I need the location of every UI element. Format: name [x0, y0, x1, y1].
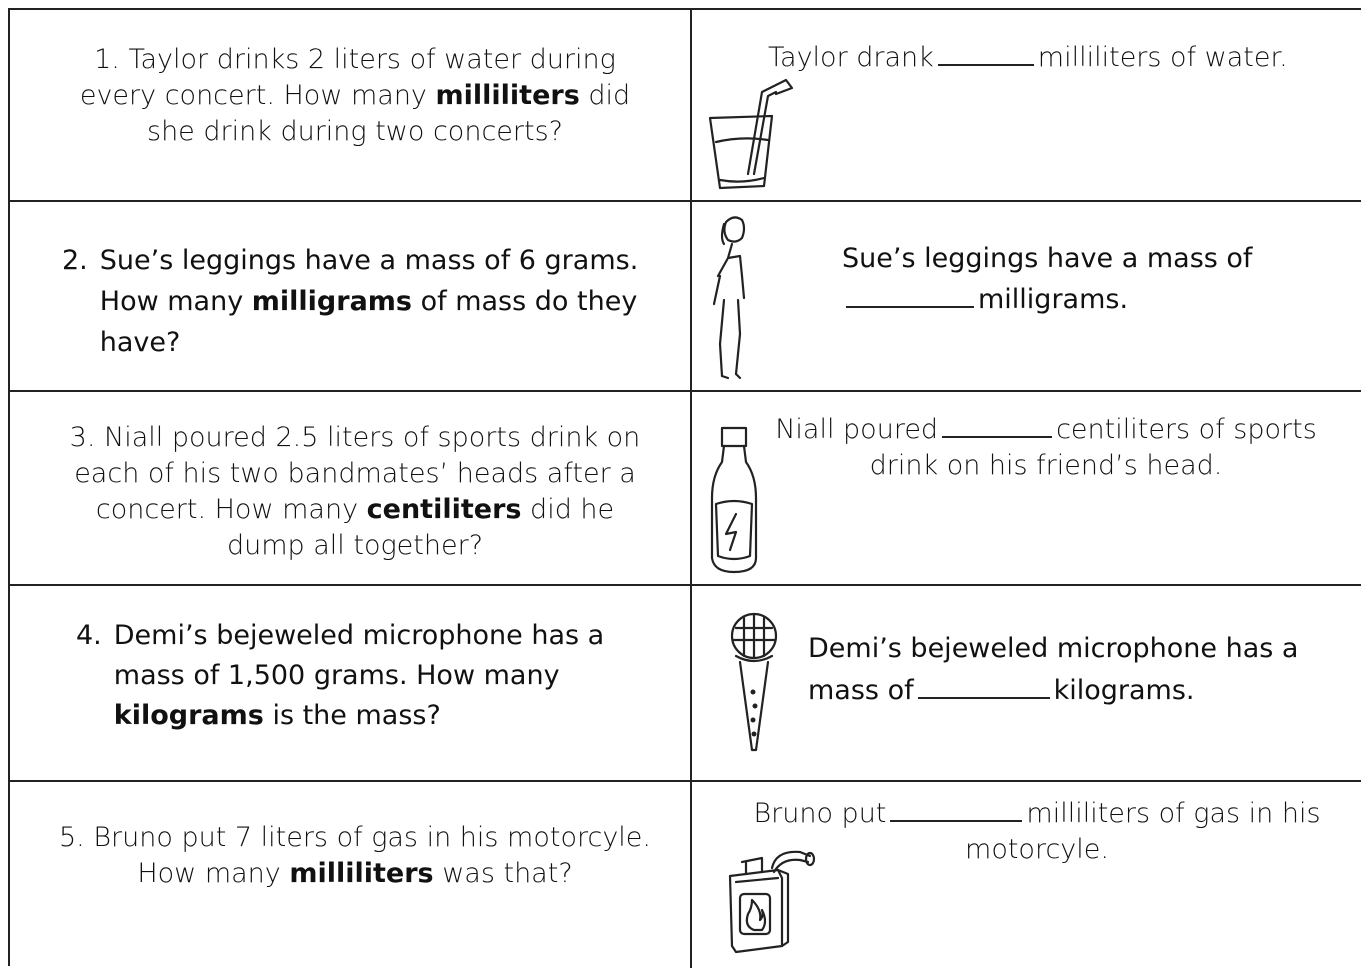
girl-figure-icon: [708, 214, 758, 382]
question-cell: [10, 392, 690, 584]
column-divider: [690, 10, 692, 968]
microphone-icon: [726, 612, 782, 754]
answer-blank[interactable]: [938, 42, 1034, 66]
answer-text: Bruno put milliliters of gas in his motorcyle.: [753, 798, 1321, 865]
answer-text: Taylor drank milliliters of water.: [768, 42, 1288, 73]
gas-can-icon: [722, 846, 822, 958]
table-row: [10, 782, 1361, 970]
answer-blank[interactable]: [942, 414, 1052, 438]
question-cell: [10, 586, 690, 780]
question-text: 1. Taylor drinks 2 liters of water during every concert. How many milliliters did she drink during two concerts?: [79, 44, 631, 147]
answer-cell: [692, 10, 1361, 200]
question-cell: [10, 782, 690, 970]
answer-text: Demi’s bejeweled microphone has a mass of kilograms.: [808, 633, 1299, 706]
answer-blank[interactable]: [846, 284, 974, 308]
answer-text: Sue’s leggings have a mass ofmilligrams.: [842, 243, 1253, 315]
worksheet-table: [8, 8, 1361, 966]
answer-cell: [692, 202, 1361, 390]
question-text: 5. Bruno put 7 liters of gas in his motorcyle. How many milliliters was that?: [59, 822, 651, 889]
answer-cell: [692, 586, 1361, 780]
question-text: 3. Niall poured 2.5 liters of sports drink on each of his two bandmates’ heads after a concert. How many centiliters did he dump all together?: [69, 422, 641, 561]
question-text: 4. Demi’s bejeweled microphone has a mass of 1,500 grams. How many kilograms is the mass?: [76, 620, 605, 731]
question-cell: [10, 202, 690, 390]
table-row: [10, 202, 1361, 392]
question-cell: [10, 10, 690, 200]
question-text: 2. Sue’s leggings have a mass of 6 grams. How many milligrams of mass do they have?: [62, 245, 639, 358]
table-row: [10, 392, 1361, 586]
answer-text: Niall poured centiliters of sports drink on his friend’s head.: [775, 414, 1317, 481]
answer-blank[interactable]: [918, 675, 1050, 699]
glass-with-straw-icon: [706, 78, 816, 193]
table-row: [10, 586, 1361, 782]
table-row: [10, 10, 1361, 202]
answer-cell: [692, 392, 1361, 584]
answer-cell: [692, 782, 1361, 970]
answer-blank[interactable]: [890, 798, 1022, 822]
